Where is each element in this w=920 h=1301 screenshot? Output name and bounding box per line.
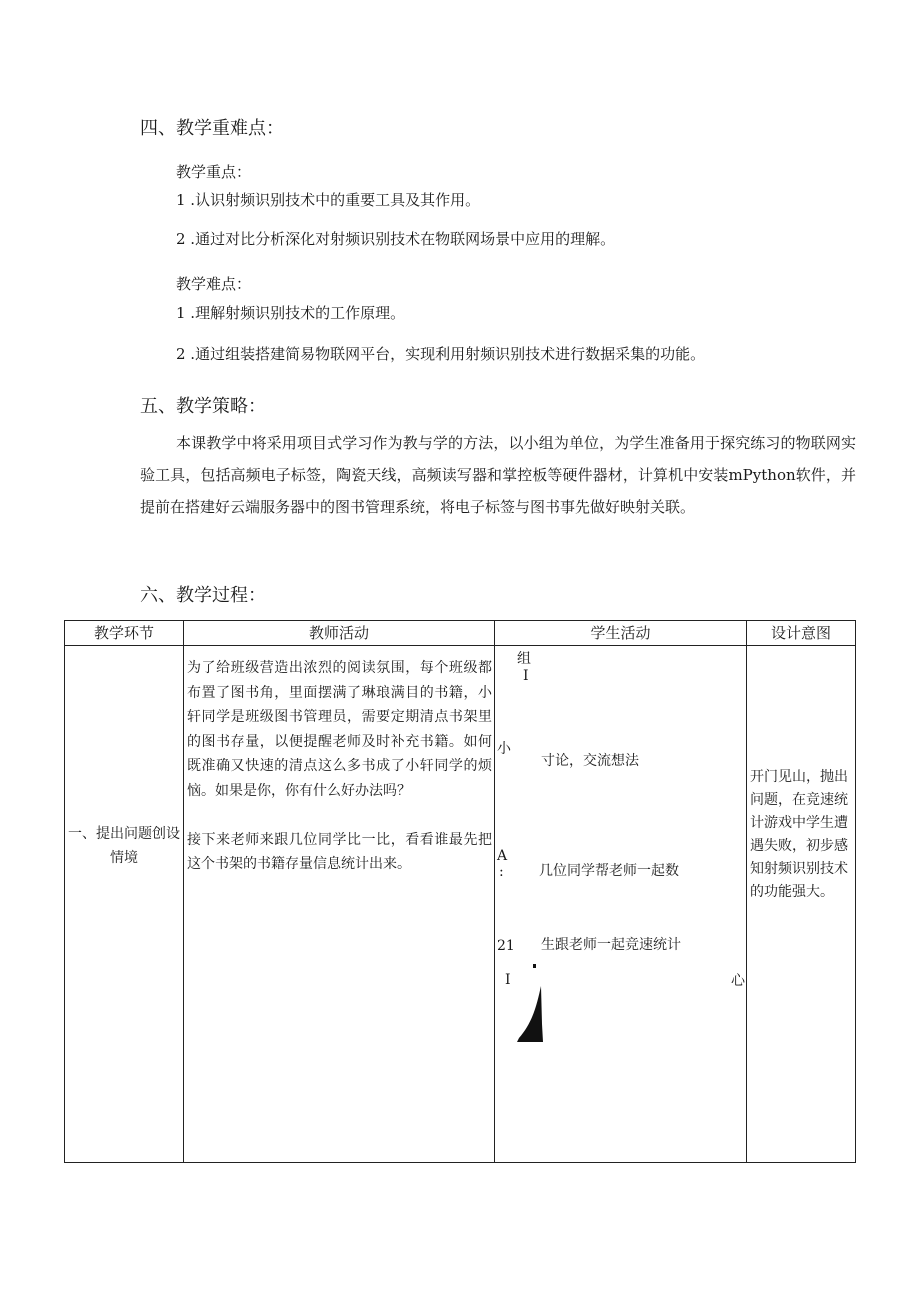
student-fragment: 心 bbox=[731, 973, 745, 989]
stage-text: 一、提出问题创设情境 bbox=[68, 826, 180, 866]
teaching-process-table bbox=[64, 620, 856, 1163]
difficult-point-1: 1 .理解射频识别技术的工作原理。 bbox=[176, 304, 406, 322]
difficult-points-label: 教学难点： bbox=[176, 275, 252, 293]
student-count-text: 几位同学帮老师一起数 bbox=[539, 863, 679, 879]
key-point-1: 1 .认识射频识别技术中的重要工具及其作用。 bbox=[176, 191, 481, 209]
table-row bbox=[65, 646, 856, 1163]
student-fragment: I bbox=[505, 972, 511, 988]
student-fragment: 组 bbox=[517, 651, 531, 667]
student-fragment: 21 bbox=[497, 938, 515, 954]
teacher-cell bbox=[184, 646, 495, 1163]
intent-text: 开门见山，抛出问题，在竞速统计游戏中学生遭遇失败，初步感知射频识别技术的功能强大。 bbox=[750, 769, 848, 900]
header-intent: 设计意图 bbox=[747, 621, 856, 646]
header-stage: 教学环节 bbox=[65, 621, 184, 646]
strategy-paragraph: 本课教学中将采用项目式学习作为教与学的方法，以小组为单位，为学生准备用于探究练习的物联网实验工具，包括高频电子标签，陶瓷天线，高频读写器和掌控板等硬件器材，计算机中安装mPython软件，并提前在搭建好云端服务器中的图书管理系统，将电子标签与图书事先做好映射关联。 bbox=[140, 434, 856, 516]
section4-heading: 四、教学重难点： bbox=[140, 118, 284, 139]
difficult-point-2: 2 .通过组装搭建简易物联网平台，实现利用射频识别技术进行数据采集的功能。 bbox=[176, 345, 706, 363]
key-points-label: 教学重点： bbox=[176, 163, 252, 181]
teacher-paragraph-2: 接下来老师来跟几位同学比一比，看看谁最先把这个书架的书籍存量信息统计出来。 bbox=[187, 831, 492, 873]
student-fragment: I bbox=[523, 668, 529, 684]
section5-heading: 五、教学策略： bbox=[140, 396, 266, 417]
student-cell bbox=[495, 646, 747, 1163]
student-discussion-text: 寸论，交流想法 bbox=[541, 753, 639, 769]
intent-cell bbox=[747, 646, 856, 1163]
student-fragment: A bbox=[497, 848, 508, 864]
section6-heading: 六、教学过程： bbox=[140, 585, 266, 606]
table-header-row bbox=[65, 621, 856, 646]
teacher-paragraph-1: 为了给班级营造出浓烈的阅读氛围，每个班级都布置了图书角，里面摆满了琳琅满目的书籍，小轩同学是班级图书管理员，需要定期清点书架里的图书存量，以便提醒老师及时补充书籍。如何既准确又快速的清点这么多书成了小轩同学的烦恼。如果是你，你有什么好办法吗？ bbox=[187, 660, 492, 799]
student-fragment: 小 bbox=[497, 741, 511, 757]
key-point-2: 2 .通过对比分析深化对射频识别技术在物联网场景中应用的理解。 bbox=[176, 230, 616, 248]
header-teacher: 教师活动 bbox=[184, 621, 495, 646]
student-fragment: : bbox=[499, 864, 504, 880]
header-student: 学生活动 bbox=[495, 621, 747, 646]
stage-cell bbox=[65, 646, 184, 1163]
student-race-text: 生跟老师一起竞速统计 bbox=[541, 937, 681, 953]
ink-blot-image bbox=[515, 964, 545, 1042]
